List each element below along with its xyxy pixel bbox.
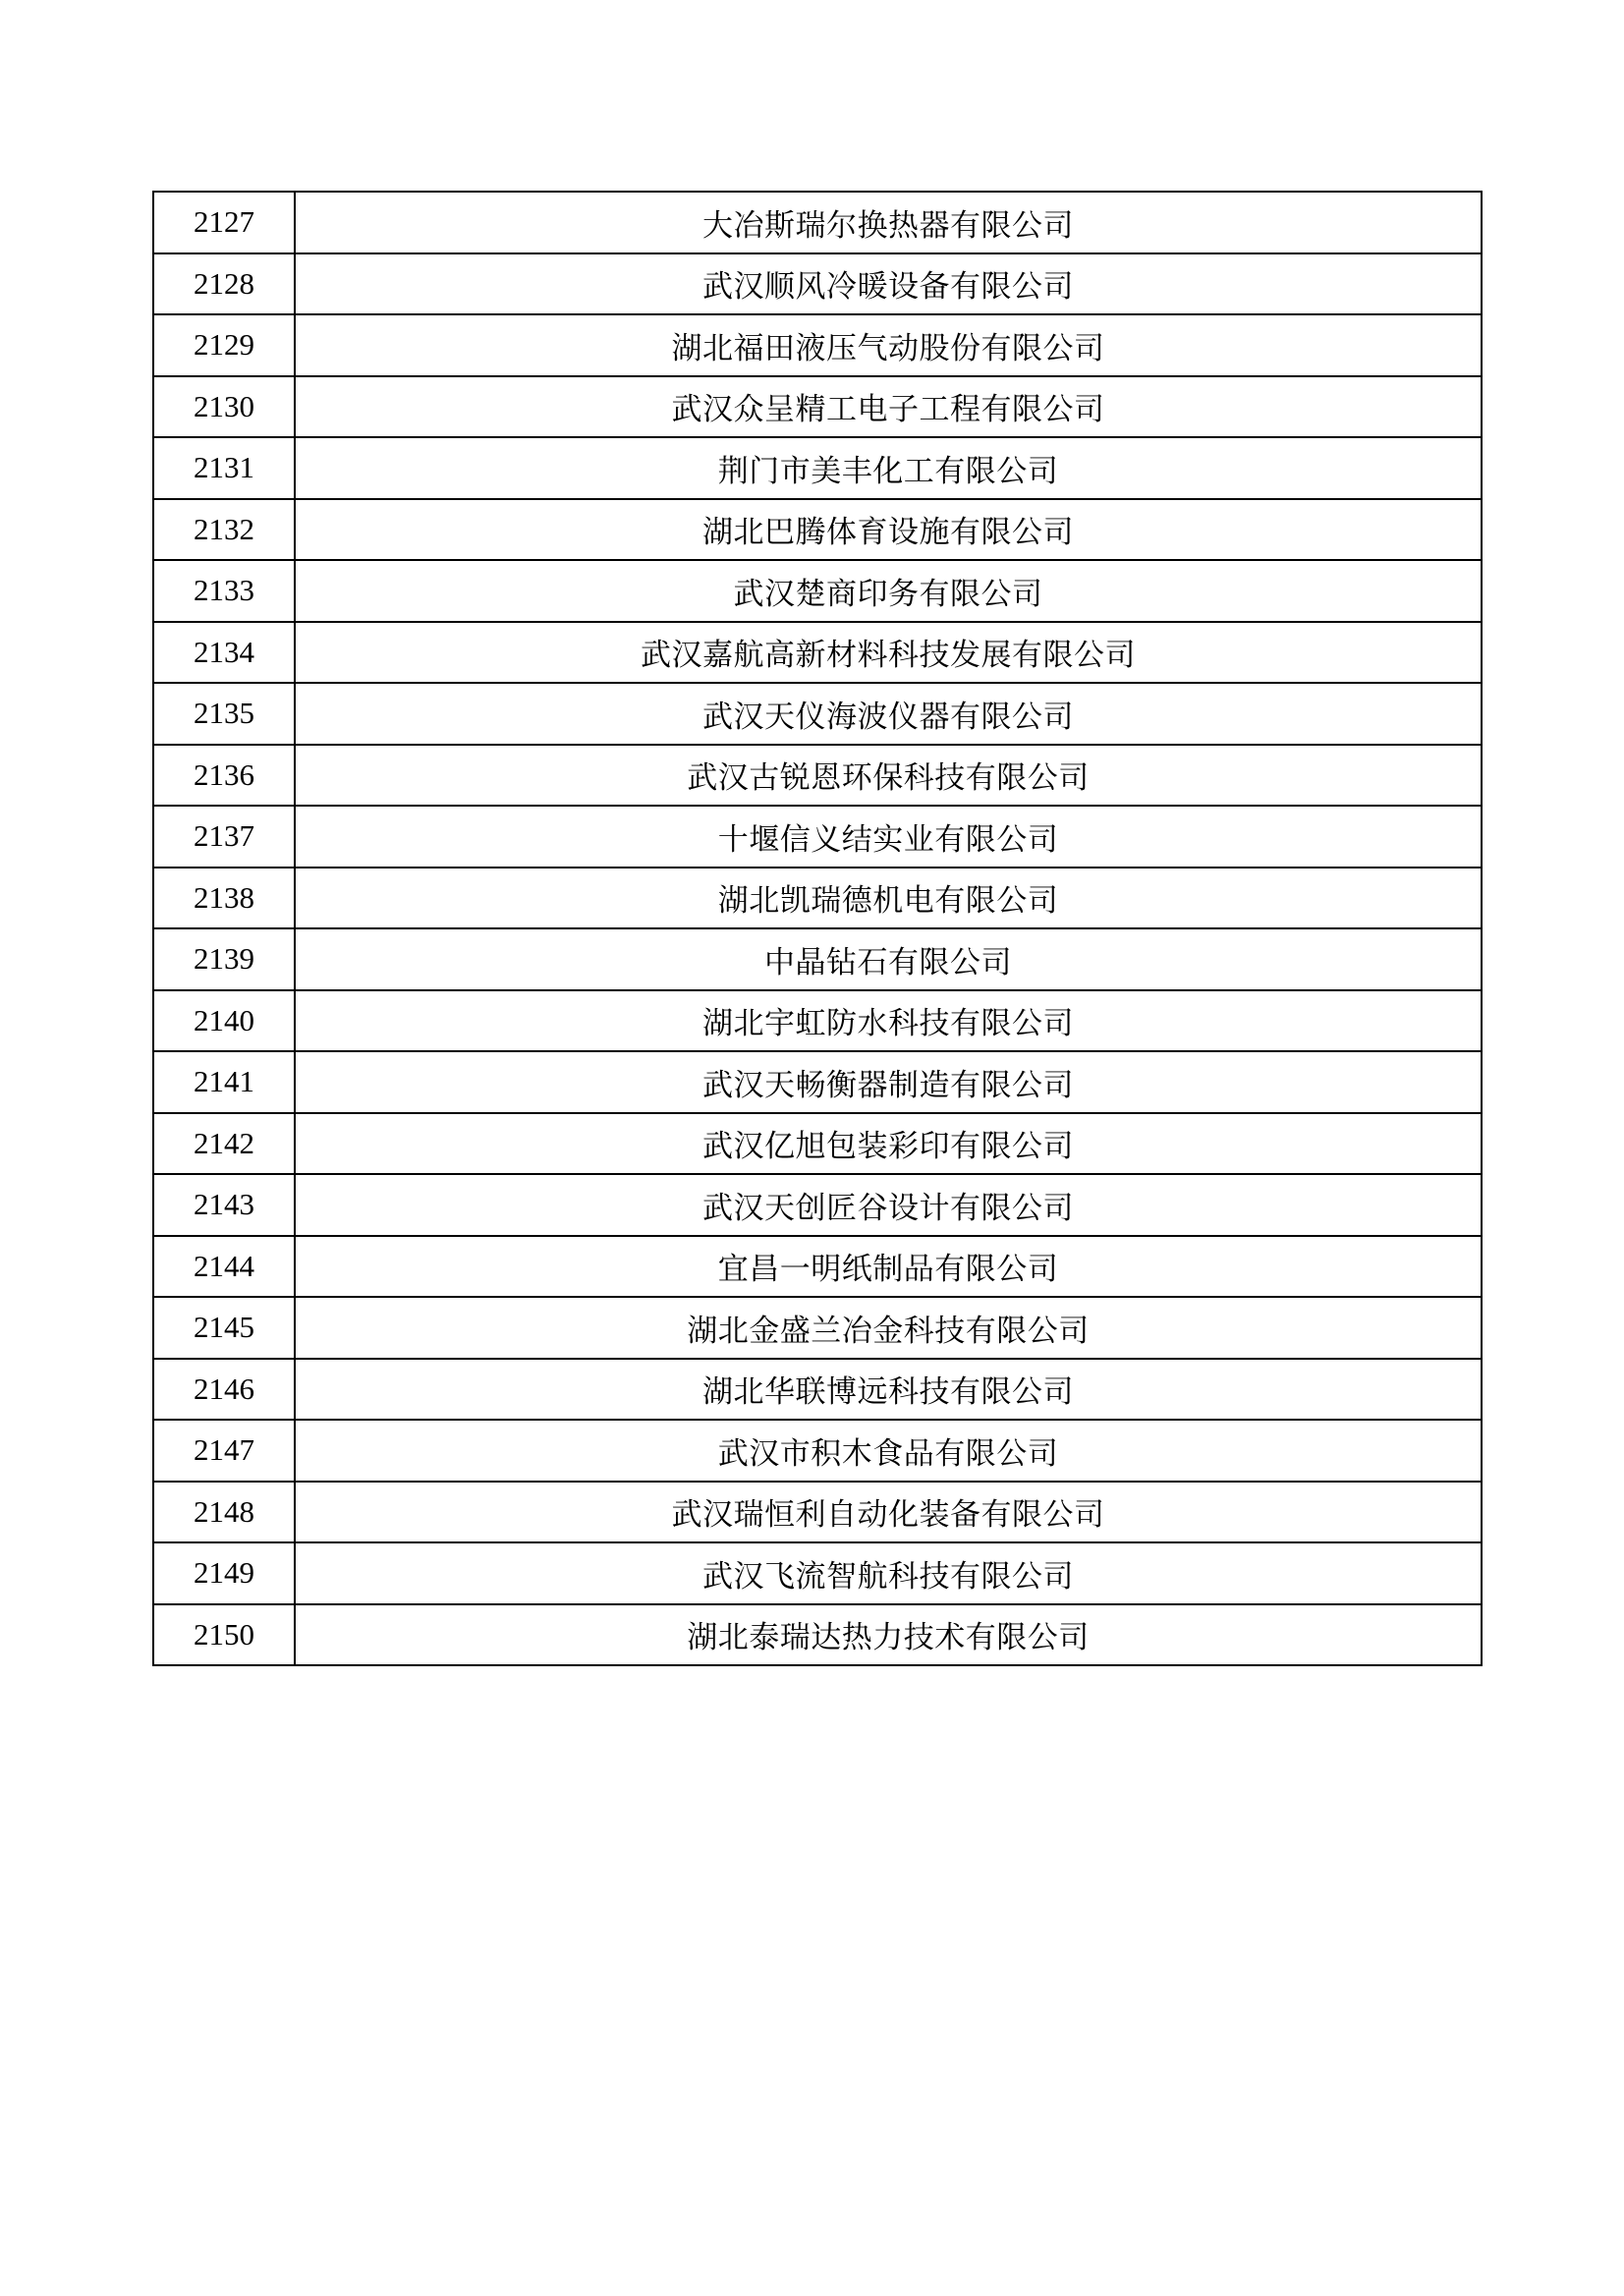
table-row: [153, 1236, 1482, 1298]
table-row: [153, 1174, 1482, 1236]
row-number: 2149: [153, 1542, 295, 1604]
table-row: [153, 683, 1482, 745]
table-row: [153, 437, 1482, 499]
table-row: [153, 1482, 1482, 1543]
company-name: 大冶斯瑞尔换热器有限公司: [295, 192, 1482, 253]
table-row: [153, 1542, 1482, 1604]
row-number: 2140: [153, 990, 295, 1052]
row-number: 2150: [153, 1604, 295, 1666]
table-row: [153, 868, 1482, 929]
row-number: 2133: [153, 560, 295, 622]
company-name: 武汉天畅衡器制造有限公司: [295, 1051, 1482, 1113]
company-name: 十堰信义结实业有限公司: [295, 806, 1482, 868]
table-row: [153, 376, 1482, 438]
row-number: 2129: [153, 314, 295, 376]
table-row: [153, 1051, 1482, 1113]
company-name: 武汉瑞恒利自动化装备有限公司: [295, 1482, 1482, 1543]
row-number: 2141: [153, 1051, 295, 1113]
table-row: [153, 806, 1482, 868]
row-number: 2139: [153, 928, 295, 990]
company-name: 武汉亿旭包装彩印有限公司: [295, 1113, 1482, 1175]
row-number: 2146: [153, 1359, 295, 1421]
table-row: [153, 1604, 1482, 1666]
company-name: 湖北巴腾体育设施有限公司: [295, 499, 1482, 561]
table-body: [153, 192, 1482, 1665]
table-row: [153, 745, 1482, 807]
row-number: 2134: [153, 622, 295, 684]
table-row: [153, 192, 1482, 253]
table-row: [153, 314, 1482, 376]
company-name: 湖北福田液压气动股份有限公司: [295, 314, 1482, 376]
company-list-table: [152, 191, 1483, 1666]
table-row: [153, 499, 1482, 561]
table-row: [153, 1297, 1482, 1359]
row-number: 2147: [153, 1420, 295, 1482]
company-name: 湖北宇虹防水科技有限公司: [295, 990, 1482, 1052]
row-number: 2130: [153, 376, 295, 438]
company-name: 武汉嘉航高新材料科技发展有限公司: [295, 622, 1482, 684]
row-number: 2138: [153, 868, 295, 929]
row-number: 2128: [153, 253, 295, 315]
company-name: 武汉飞流智航科技有限公司: [295, 1542, 1482, 1604]
company-name: 武汉天仪海波仪器有限公司: [295, 683, 1482, 745]
company-name: 湖北泰瑞达热力技术有限公司: [295, 1604, 1482, 1666]
row-number: 2144: [153, 1236, 295, 1298]
company-name: 湖北金盛兰冶金科技有限公司: [295, 1297, 1482, 1359]
row-number: 2143: [153, 1174, 295, 1236]
company-name: 武汉天创匠谷设计有限公司: [295, 1174, 1482, 1236]
row-number: 2132: [153, 499, 295, 561]
company-name: 荆门市美丰化工有限公司: [295, 437, 1482, 499]
company-name: 武汉古锐恩环保科技有限公司: [295, 745, 1482, 807]
row-number: 2137: [153, 806, 295, 868]
row-number: 2135: [153, 683, 295, 745]
company-name: 武汉众呈精工电子工程有限公司: [295, 376, 1482, 438]
table-row: [153, 1359, 1482, 1421]
company-name: 湖北华联博远科技有限公司: [295, 1359, 1482, 1421]
row-number: 2145: [153, 1297, 295, 1359]
row-number: 2131: [153, 437, 295, 499]
row-number: 2136: [153, 745, 295, 807]
table-row: [153, 622, 1482, 684]
table-row: [153, 1420, 1482, 1482]
row-number: 2148: [153, 1482, 295, 1543]
company-name: 武汉楚商印务有限公司: [295, 560, 1482, 622]
table-row: [153, 928, 1482, 990]
company-name: 中晶钻石有限公司: [295, 928, 1482, 990]
row-number: 2142: [153, 1113, 295, 1175]
row-number: 2127: [153, 192, 295, 253]
company-name: 宜昌一明纸制品有限公司: [295, 1236, 1482, 1298]
table-row: [153, 560, 1482, 622]
table-row: [153, 990, 1482, 1052]
company-name: 武汉市积木食品有限公司: [295, 1420, 1482, 1482]
table-row: [153, 253, 1482, 315]
company-name: 武汉顺风冷暖设备有限公司: [295, 253, 1482, 315]
table-row: [153, 1113, 1482, 1175]
company-name: 湖北凯瑞德机电有限公司: [295, 868, 1482, 929]
